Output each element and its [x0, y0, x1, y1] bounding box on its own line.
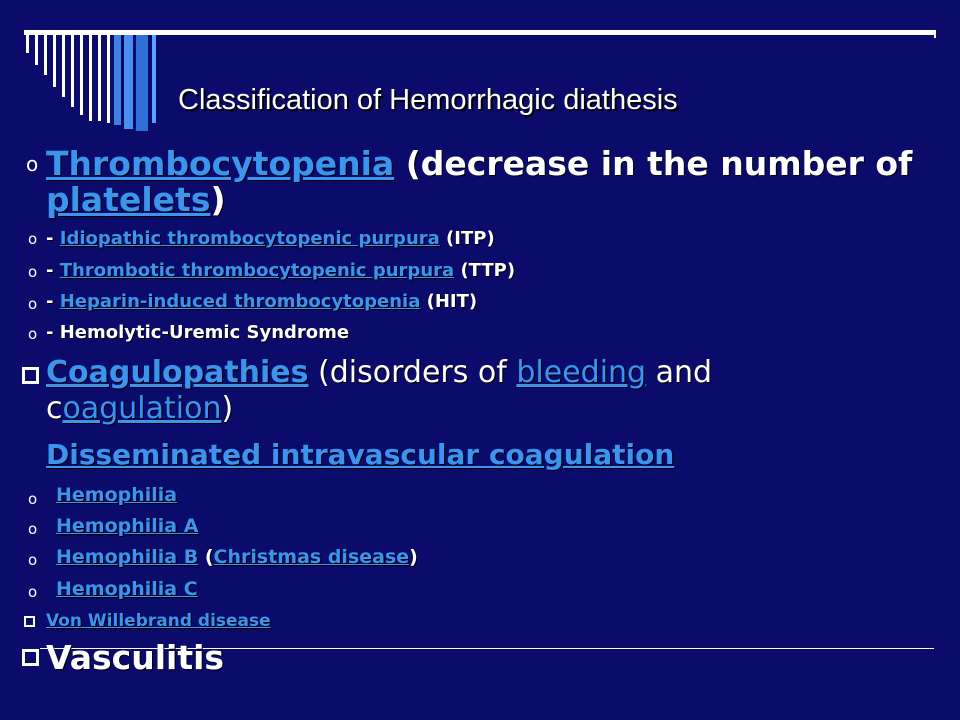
- decorative-bars: [26, 35, 166, 135]
- coagulopathies-line2: [46, 391, 233, 426]
- itp-item: [46, 228, 495, 249]
- thrombocytopenia-desc: (decrease in the number of: [394, 144, 913, 183]
- ttp-abbrev: (TTP): [454, 260, 516, 281]
- hemophilia-c-link[interactable]: Hemophilia C: [56, 578, 198, 600]
- hemophilia-b-item: [56, 546, 418, 568]
- deco-bar: [26, 35, 29, 53]
- square-bullet-icon: [22, 649, 39, 666]
- closing-paren: ): [210, 180, 226, 219]
- and-text: and: [646, 355, 713, 390]
- itp-link[interactable]: Idiopathic thrombocytopenic purpura: [59, 228, 440, 249]
- dic-link[interactable]: Disseminated intravascular coagulation: [46, 438, 675, 471]
- hemophilia-b-link[interactable]: Hemophilia B: [56, 546, 199, 568]
- vwd-item: [46, 611, 271, 631]
- ttp-item: [46, 260, 515, 281]
- open-paren: (: [198, 546, 214, 568]
- bleeding-link[interactable]: bleeding: [516, 355, 647, 390]
- hemophilia-a-link[interactable]: Hemophilia A: [56, 515, 199, 537]
- von-willebrand-link[interactable]: Von Willebrand disease: [46, 611, 271, 631]
- bullet-o: o: [28, 263, 38, 281]
- thrombocytopenia-line1: [46, 144, 912, 183]
- thrombocytopenia-line2: [46, 180, 226, 219]
- bullet-o: o: [28, 551, 38, 569]
- bullet-o: o: [28, 295, 38, 313]
- thrombocytopenia-link[interactable]: Thrombocytopenia: [46, 144, 395, 183]
- bullet-o: o: [28, 325, 38, 343]
- bullet-o: o: [28, 520, 38, 538]
- deco-bar: [98, 35, 101, 121]
- deco-bar-blue: [152, 35, 156, 123]
- hemophilia-c-item: [56, 578, 198, 600]
- hit-link[interactable]: Heparin-induced thrombocytopenia: [59, 291, 421, 312]
- hus-item: - Hemolytic-Uremic Syndrome: [46, 322, 350, 343]
- closing-paren: ): [221, 391, 234, 426]
- deco-bar: [80, 35, 83, 115]
- deco-bar-blue: [124, 35, 133, 129]
- deco-bar-blue: [136, 35, 148, 131]
- bullet-o: o: [28, 230, 38, 248]
- hemophilia-a-item: [56, 515, 198, 537]
- deco-bar: [62, 35, 65, 97]
- deco-bar: [44, 35, 47, 75]
- deco-bar: [71, 35, 74, 107]
- top-rule-end-tick: [934, 30, 936, 38]
- deco-bar: [53, 35, 56, 87]
- deco-bar: [35, 35, 38, 65]
- deco-bar: [89, 35, 92, 121]
- coagulopathies-desc: (disorders of: [308, 355, 517, 390]
- square-bullet-icon: [22, 367, 39, 384]
- hit-abbrev: (HIT): [420, 291, 478, 312]
- vasculitis-item: Vasculitis: [46, 638, 225, 677]
- dash-prefix: -: [46, 260, 60, 281]
- hit-item: [46, 291, 477, 312]
- bullet-o: o: [26, 152, 39, 176]
- itp-abbrev: (ITP): [439, 228, 495, 249]
- coagulopathies-link[interactable]: Coagulopathies: [46, 355, 309, 390]
- bullet-o: o: [28, 490, 38, 508]
- coagulation-link[interactable]: oagulation: [62, 391, 222, 426]
- dash-prefix: -: [46, 291, 60, 312]
- deco-bar: [107, 35, 110, 123]
- dic-item: [46, 438, 674, 471]
- hemophilia-link[interactable]: Hemophilia: [56, 484, 178, 506]
- platelets-link[interactable]: platelets: [46, 180, 211, 219]
- christmas-disease-link[interactable]: Christmas disease: [213, 546, 410, 568]
- deco-bar-blue: [114, 35, 121, 125]
- closing-paren: ): [409, 546, 418, 568]
- coagulopathies-line1: [46, 355, 712, 390]
- slide-title: Classification of Hemorrhagic diathesis: [178, 84, 678, 116]
- ttp-link[interactable]: Thrombotic thrombocytopenic purpura: [59, 260, 455, 281]
- hemophilia-item: [56, 484, 177, 506]
- c-prefix: c: [46, 391, 63, 426]
- square-bullet-icon: [24, 616, 35, 627]
- bullet-o: o: [28, 583, 38, 601]
- dash-prefix: -: [46, 228, 60, 249]
